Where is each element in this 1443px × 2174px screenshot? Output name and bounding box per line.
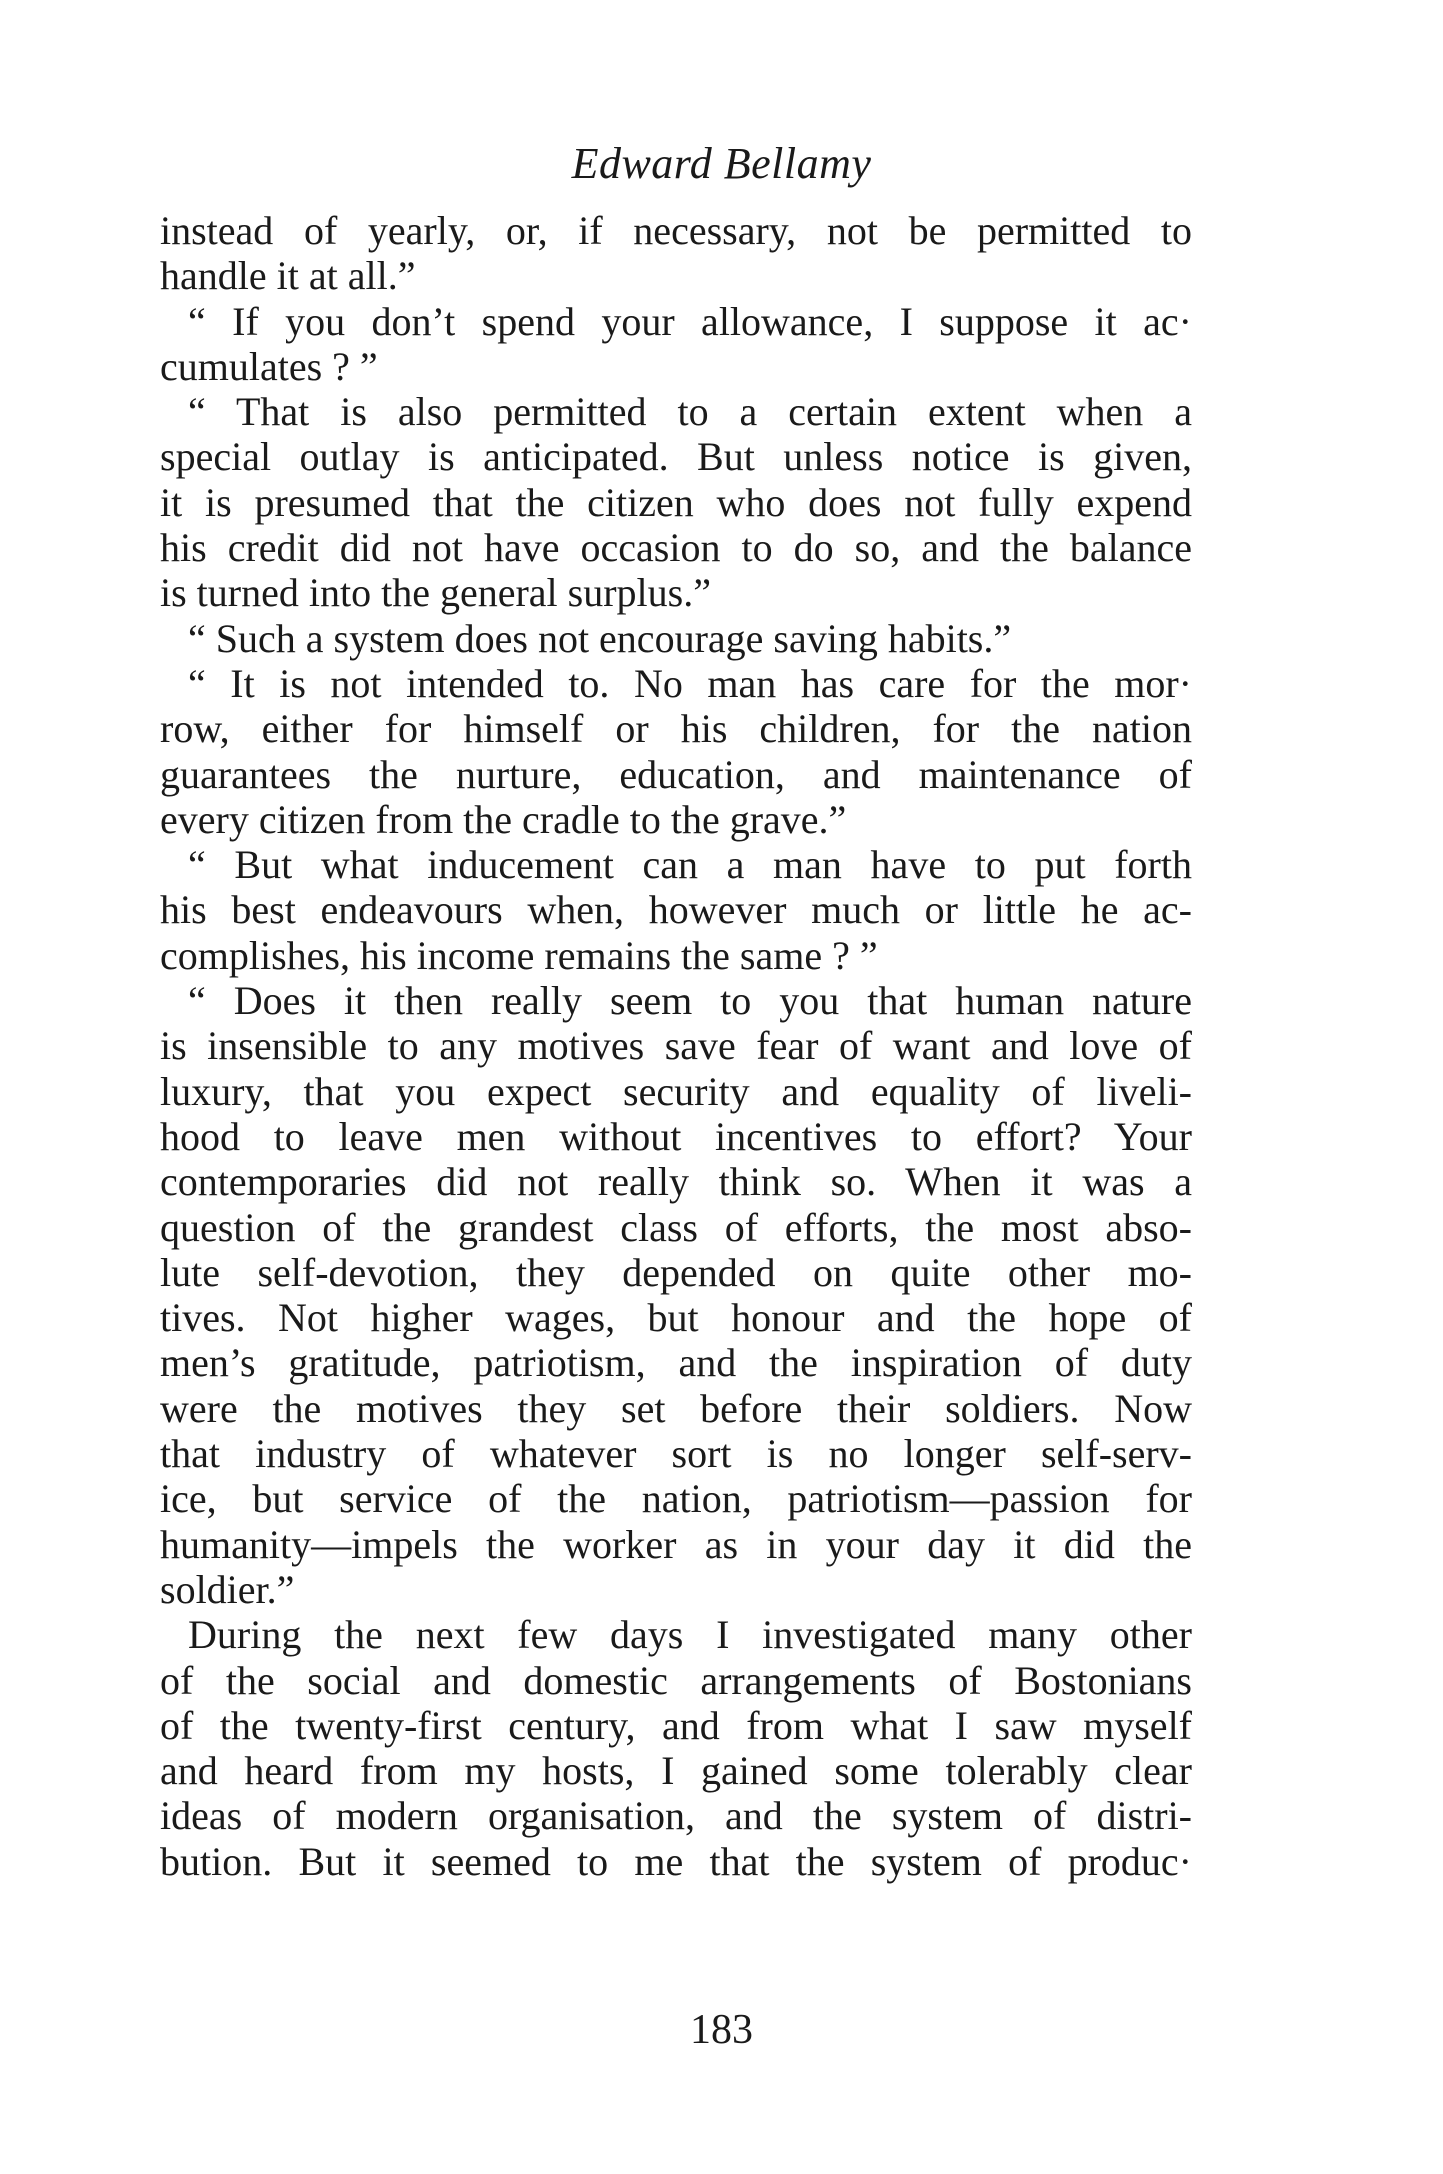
text-line: lute self-devotion, they depended on quite other mo- [160,1249,1192,1295]
text-line: is insensible to any motives save fear of want and love of [160,1023,1192,1069]
text-line: and heard from my hosts, I gained some tolerably clear [160,1748,1192,1794]
text-line: luxury, that you expect security and equality of liveli- [160,1068,1192,1114]
text-line: soldier.” [160,1566,295,1612]
text-line: bution. But it seemed to me that the system of produc· [160,1838,1192,1884]
text-line: special outlay is anticipated. But unless notice is given, [160,434,1192,480]
text-line: men’s gratitude, patriotism, and the inspiration of duty [160,1340,1192,1386]
text-line: “ Does it then really seem to you that human nature [188,978,1192,1024]
text-line: humanity—impels the worker as in your day it did the [160,1521,1192,1567]
text-line: “ But what inducement can a man have to put forth [188,842,1192,888]
text-line: complishes, his income remains the same ? ” [160,932,878,978]
text-line: it is presumed that the citizen who does not fully expend [160,479,1192,525]
text-line: ice, but service of the nation, patriotism—passion for [160,1476,1192,1522]
text-line: were the motives they set before their soldiers. Now [160,1385,1192,1431]
text-line: his credit did not have occasion to do so, and the balance [160,525,1192,571]
text-line: guarantees the nurture, education, and maintenance of [160,751,1192,797]
text-line: “ That is also permitted to a certain extent when a [188,389,1192,435]
text-line: hood to leave men without incentives to effort? Your [160,1113,1192,1159]
text-line: that industry of whatever sort is no longer self-serv- [160,1431,1192,1477]
text-line: instead of yearly, or, if necessary, not be permitted to [160,208,1192,253]
text-line: of the twenty-first century, and from what I saw myself [160,1702,1192,1748]
text-line: his best endeavours when, however much or little he ac- [160,887,1192,933]
running-head: Edward Bellamy [571,139,872,188]
text-line: “ It is not intended to. No man has care for the mor· [188,660,1192,706]
text-line: “ If you don’t spend your allowance, I suppose it ac· [188,298,1192,344]
text-line: question of the grandest class of efforts, the most abso- [160,1204,1192,1250]
body-text [160,208,1192,1884]
text-line: tives. Not higher wages, but honour and the hope of [160,1295,1192,1341]
text-line: row, either for himself or his children, for the nation [160,706,1192,752]
text-line: of the social and domestic arrangements of Bostonians [160,1657,1192,1703]
text-line: cumulates ? ” [160,343,378,389]
page-number: 183 [690,2007,753,2053]
text-line: contemporaries did not really think so. When it was a [160,1159,1192,1205]
text-line: handle it at all.” [160,253,416,299]
text-line: “ Such a system does not encourage saving habits.” [188,615,1012,661]
text-line: is turned into the general surplus.” [160,570,711,616]
text-line: During the next few days I investigated many other [188,1612,1192,1658]
text-line: every citizen from the cradle to the grave.” [160,796,847,842]
text-line: ideas of modern organisation, and the system of distri- [160,1793,1192,1839]
